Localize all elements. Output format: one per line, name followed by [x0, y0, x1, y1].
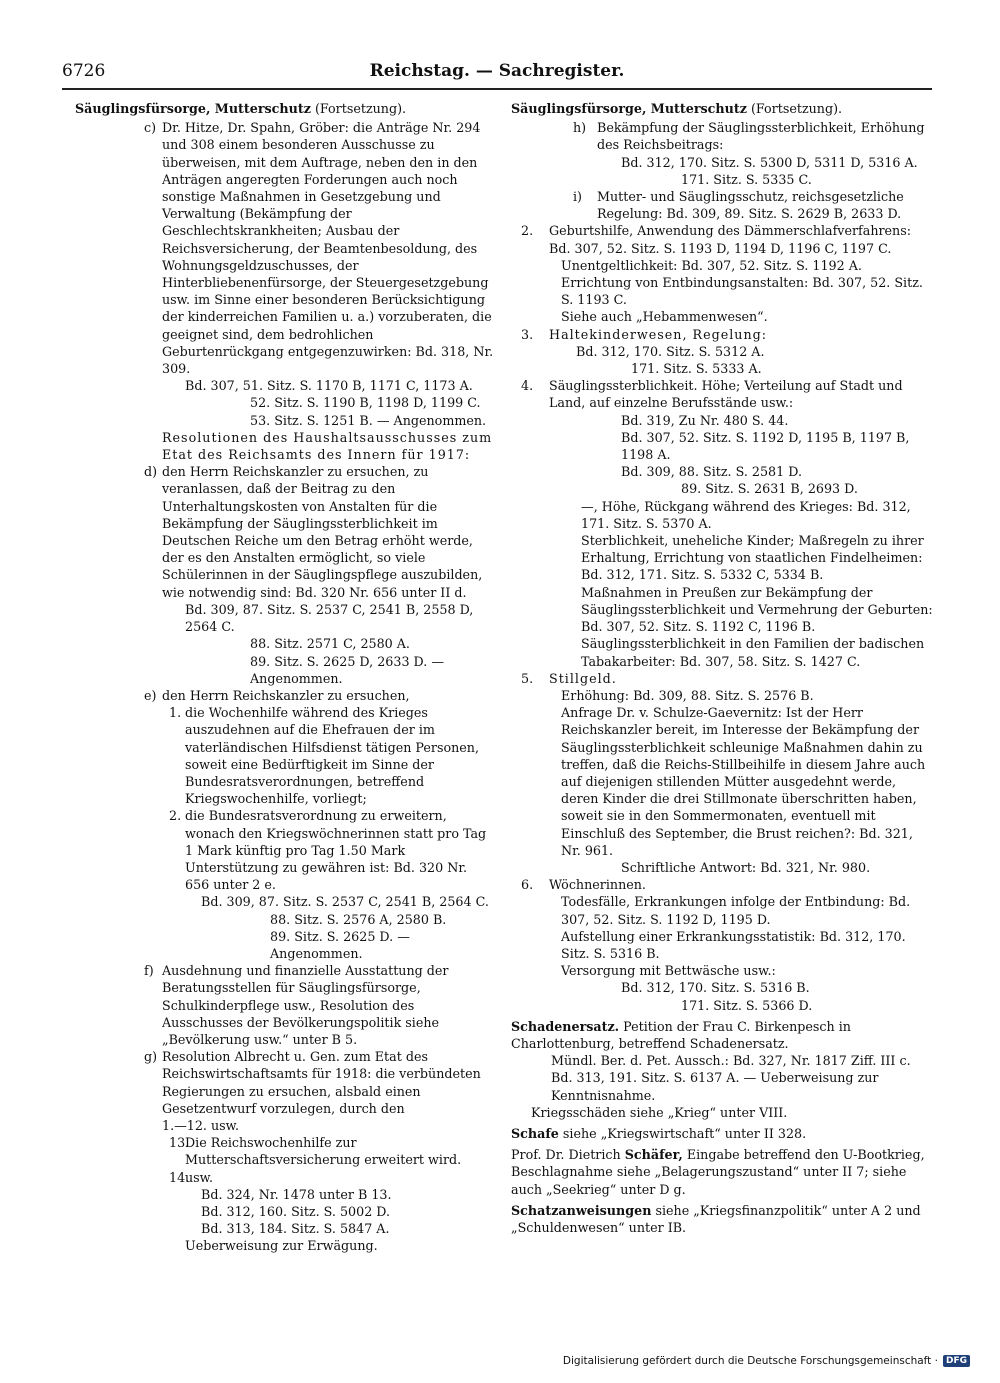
right-heading-continued: (Fortsetzung). — [750, 101, 843, 116]
entry-2-text: Geburtshilfe, Anwendung des Dämmerschlafverfahrens: Bd. 307, 52. Sitz. S. 1193 D, 1194 D, 1196 C, 1197 C. — [549, 223, 912, 256]
entry-h-text: Bekämpfung der Säuglingssterblichkeit, Erhöhung des Reichsbeitrags: — [597, 120, 925, 153]
entry-e — [75, 687, 495, 704]
page-header — [62, 59, 932, 85]
entry-4-ref4: 89. Sitz. S. 2631 B, 2693 D. — [681, 481, 858, 497]
entry-3-text: Haltekinderwesen, Regelung: — [549, 326, 768, 342]
entry-g-text: Resolution Albrecht u. Gen. zum Etat des Reichswirtschaftsamts für 1918: die verbündeten Regierungen zu ersuchen, alsbald einen Gesetzentwurf vorzulegen, durch den — [162, 1049, 481, 1116]
entry-g-ref2: Bd. 312, 160. Sitz. S. 5002 D. — [201, 1204, 391, 1219]
left-heading — [75, 100, 495, 117]
entry-g13 — [75, 1134, 495, 1168]
entry-e-text: den Herrn Reichskanzler zu ersuchen, — [162, 687, 410, 703]
entry-c-text: Dr. Hitze, Dr. Spahn, Gröber: die Anträge Nr. 294 und 308 einem besonderen Ausschusse zu überweisen, mit dem Auftrage, neben den in den Anträgen angeregten Forderungen auch noch sonstige Maßnahmen in Gesetzgebung und Verwaltung (Bekämpfung der Geschlechtskrankheiten; Ausbau der Reichsversicherung, der Beamtenbesoldung, des Wohnungsgeldzuschusses, der Hinterbliebenenfürsorge, der Steuergesetzgebung usw. im Sinne einer besonderen Berücksichtigung der kinderreichen Familien u. a.) vorzuberaten, die geeignet sind, dem bedrohlichen Geburtenrückgang entgegenzuwirken: Bd. 318, Nr. 309. — [162, 120, 494, 377]
right-column — [511, 100, 936, 1236]
schadenersatz-b: Bd. 313, 191. Sitz. S. 6137 A. — Ueberweisung zur Kenntnisnahme. — [551, 1070, 879, 1103]
schafe-desc: siehe „Kriegswirtschaft“ unter II 328. — [562, 1125, 807, 1141]
entry-c-ref1: Bd. 307, 51. Sitz. S. 1170 B, 1171 C, 1173 A. — [185, 378, 473, 394]
right-heading — [511, 100, 936, 117]
schadenersatz-desc: Petition der Frau C. Birkenpesch in Charlottenburg, betreffend Schadenersatz. — [511, 1018, 851, 1051]
entry-d-ref2: 88. Sitz. 2571 C, 2580 A. — [250, 636, 410, 652]
entry-e-ref2: 88. Sitz. S. 2576 A, 2580 B. — [270, 911, 447, 927]
left-column — [75, 100, 495, 1255]
entry-g14-label: 14. — [169, 1169, 190, 1185]
entry-e2 — [75, 807, 495, 893]
entry-e-label: e) — [144, 687, 157, 703]
entry-schaefer — [511, 1146, 936, 1198]
header-rule — [62, 88, 932, 90]
page-number: 6726 — [62, 61, 106, 81]
entry-2-a: Unentgeltlichkeit: Bd. 307, 52. Sitz. S. 1192 A. — [561, 257, 862, 273]
entry-g-range: 1.—12. usw. — [162, 1117, 240, 1133]
entry-c-ref3: 53. Sitz. S. 1251 B. — Angenommen. — [250, 412, 487, 428]
entry-2-label: 2. — [521, 223, 534, 239]
entry-c-label: c) — [144, 120, 157, 136]
schafe-text — [511, 1125, 936, 1142]
resolution-heading: Resolutionen des Haushaltsausschusses zum Etat des Reichsamts des Innern für 1917: — [162, 429, 493, 463]
entry-4-ref3: Bd. 309, 88. Sitz. S. 2581 D. — [621, 464, 802, 480]
entry-6-text: Wöchnerinnen. — [549, 877, 646, 893]
entry-i-label: i) — [573, 189, 583, 205]
entry-6-a: Todesfälle, Erkrankungen infolge der Entbindung: Bd. 307, 52. Sitz. S. 1192 D, 1195 D. — [561, 894, 911, 927]
entry-4-b: Sterblichkeit, uneheliche Kinder; Maßregeln zu ihrer Erhaltung, Errichtung von staatlichen Findelheimen: Bd. 312, 171. Sitz. S. 5332 C, 5334 B. — [581, 533, 924, 583]
entry-6-c: Versorgung mit Bettwäsche usw.: — [561, 963, 776, 979]
entry-4 — [511, 377, 936, 411]
entry-f-text: Ausdehnung und finanzielle Ausstattung der Beratungsstellen für Säuglingsfürsorge, Schulkinderpflege usw., Resolution des Ausschusses der Bevölkerungspolitik siehe „Bevölkerung usw.“ unter B 5. — [162, 963, 449, 1047]
entry-schafe — [511, 1125, 936, 1142]
entry-schatzanweisungen — [511, 1202, 936, 1236]
footer — [563, 1355, 970, 1367]
entry-5-text: Stillgeld. — [549, 670, 617, 686]
entry-f — [75, 962, 495, 1048]
schaefer-prefix: Prof. Dr. Dietrich — [511, 1147, 621, 1163]
schaefer-keyword: Schäfer, — [624, 1147, 683, 1163]
entry-f-label: f) — [144, 963, 154, 979]
entry-d-ref1: Bd. 309, 87. Sitz. S. 2537 C, 2541 B, 2558 D, 2564 C. — [185, 601, 474, 635]
entry-d — [75, 463, 495, 601]
schatz-keyword: Schatzanweisungen — [511, 1202, 652, 1218]
entry-4-c: Maßnahmen in Preußen zur Bekämpfung der Säuglingssterblichkeit und Vermehrung der Geburten: Bd. 307, 52. Sitz. S. 1192 C, 1196 B. — [581, 584, 933, 635]
entry-d-label: d) — [144, 464, 158, 480]
entry-h-ref2: 171. Sitz. S. 5335 C. — [681, 171, 812, 187]
schatz-desc: siehe „Kriegsfinanzpolitik“ unter A 2 und „Schuldenwesen“ unter IB. — [511, 1202, 921, 1235]
entry-g-label: g) — [144, 1049, 158, 1065]
left-heading-keyword: Säuglingsfürsorge, Mutterschutz — [75, 101, 311, 116]
entry-2-c: Siehe auch „Hebammenwesen“. — [561, 309, 768, 325]
entry-4-ref1: Bd. 319, Zu Nr. 480 S. 44. — [621, 412, 789, 428]
schadenersatz-keyword: Schadenersatz. — [511, 1018, 620, 1034]
entry-4-a: —, Höhe, Rückgang während des Krieges: Bd. 312, 171. Sitz. S. 5370 A. — [581, 498, 911, 531]
entry-4-d: Säuglingssterblichkeit in den Familien der badischen Tabakarbeiter: Bd. 307, 58. Sitz. S. 1427 C. — [581, 636, 925, 669]
entry-g-ref3: Bd. 313, 184. Sitz. S. 5847 A. — [201, 1221, 390, 1237]
entry-g13-label: 13. — [169, 1135, 190, 1151]
schadenersatz-a: Mündl. Ber. d. Pet. Aussch.: Bd. 327, Nr. 1817 Ziff. III c. — [551, 1053, 911, 1069]
entry-5-a: Erhöhung: Bd. 309, 88. Sitz. S. 2576 B. — [561, 687, 814, 703]
entry-5-b: Anfrage Dr. v. Schulze-Gaevernitz: Ist der Herr Reichskanzler bereit, im Interesse der Bekämpfung der Säuglingssterblichkeit schleunige Maßnahmen dahin zu treffen, daß die Reichs-Stillbeihilfe in diesem Jahre auch auf diejenigen stillenden Mütter ausgedehnt werde, deren Kinder die drei Stillmonate überschritten haben, soweit sie in den Sommermonaten, eventuell mit Einschluß des September, die Brust reichen?: Bd. 321, Nr. 961. — [561, 705, 926, 858]
dfg-logo: DFG — [943, 1355, 970, 1367]
entry-d-ref3: 89. Sitz. S. 2625 D, 2633 D. — Angenommen. — [250, 653, 445, 686]
entry-e-ref1: Bd. 309, 87. Sitz. S. 2537 C, 2541 B, 2564 C. — [201, 894, 489, 910]
entry-6-b: Aufstellung einer Erkrankungsstatistik: Bd. 312, 170. Sitz. S. 5316 B. — [561, 928, 906, 961]
schadenersatz-text — [511, 1018, 936, 1052]
entry-e-ref3: 89. Sitz. S. 2625 D. — Angenommen. — [270, 928, 410, 961]
entry-g-ref4: Ueberweisung zur Erwägung. — [185, 1238, 378, 1254]
entry-4-text: Säuglingssterblichkeit. Höhe; Verteilung auf Stadt und Land, auf einzelne Berufsstände usw.: — [549, 378, 903, 411]
footer-text: Digitalisierung gefördert durch die Deutsche Forschungsgemeinschaft · — [562, 1355, 938, 1367]
entry-i — [511, 188, 936, 222]
entry-e2-text: die Bundesratsverordnung zu erweitern, wonach den Kriegswöchnerinnen statt pro Tag 1 Mark künftig pro Tag 1.50 Mark Unterstützung zu gewähren ist: Bd. 320 Nr. 656 unter 2 e. — [185, 808, 487, 893]
entry-5 — [511, 670, 936, 687]
entry-4-ref2: Bd. 307, 52. Sitz. S. 1192 D, 1195 B, 1197 B, 1198 A. — [621, 429, 910, 463]
entry-4-label: 4. — [521, 378, 534, 394]
entry-6-label: 6. — [521, 877, 534, 893]
entry-5-label: 5. — [521, 670, 534, 686]
schatz-text — [511, 1202, 936, 1236]
entry-g14 — [75, 1169, 495, 1186]
entry-e1-text: die Wochenhilfe während des Krieges auszudehnen auf die Ehefrauen der im vaterländischen Hilfsdienst tätigen Personen, soweit eine Bedürftigkeit im Sinne der Bundesratsverordnungen, betreffend Kriegswochenhilfe, vorliegt; — [185, 705, 479, 807]
entry-g14-text: usw. — [185, 1169, 214, 1185]
entry-3-ref1: Bd. 312, 170. Sitz. S. 5312 A. — [576, 343, 765, 359]
entry-d-text: den Herrn Reichskanzler zu ersuchen, zu veranlassen, daß der Beitrag zu den Unterhaltungskosten von Anstalten für die Bekämpfung der Säuglingssterblichkeit im Deutschen Reiche um den Betrag erhöht werde, der es den Anstalten ermöglicht, so viele Schülerinnen in der Säuglingspflege auszubilden, wie notwendig sind: Bd. 320 Nr. 656 unter II d. — [162, 464, 483, 600]
entry-g13-text: Die Reichswochenhilfe zur Mutterschaftsversicherung erweitert wird. — [185, 1135, 462, 1168]
schaefer-desc: Eingabe betreffend den U-Bootkrieg, Beschlagnahme siehe „Belagerungszustand“ unter II 7; siehe auch „Seekrieg“ unter D g. — [511, 1147, 925, 1197]
page-title: Reichstag. — Sachregister. — [369, 61, 625, 81]
entry-5-c: Schriftliche Antwort: Bd. 321, Nr. 980. — [621, 859, 871, 875]
entry-3-label: 3. — [521, 326, 534, 342]
entry-c — [75, 119, 495, 377]
entry-2-b: Errichtung von Entbindungsanstalten: Bd. 307, 52. Sitz. S. 1193 C. — [561, 275, 923, 308]
right-heading-keyword: Säuglingsfürsorge, Mutterschutz — [511, 101, 747, 116]
entry-3 — [511, 326, 936, 343]
entry-g-ref1: Bd. 324, Nr. 1478 unter B 13. — [201, 1186, 392, 1202]
entry-g — [75, 1048, 495, 1117]
entry-h — [511, 119, 936, 153]
left-heading-continued: (Fortsetzung). — [314, 101, 407, 116]
entry-e2-label: 2. — [169, 808, 182, 824]
entry-e1 — [75, 704, 495, 807]
entry-schadenersatz — [511, 1018, 936, 1121]
entry-c-ref2: 52. Sitz. S. 1190 B, 1198 D, 1199 C. — [250, 395, 481, 411]
entry-e1-label: 1. — [169, 705, 182, 721]
schadenersatz-c: Kriegsschäden siehe „Krieg“ unter VIII. — [531, 1104, 788, 1120]
entry-h-label: h) — [573, 120, 587, 136]
schafe-keyword: Schafe — [511, 1125, 559, 1141]
schaefer-text — [511, 1146, 936, 1198]
entry-6-ref2: 171. Sitz. S. 5366 D. — [681, 997, 813, 1013]
entry-2 — [511, 222, 936, 256]
entry-3-ref2: 171. Sitz. S. 5333 A. — [631, 361, 762, 377]
entry-6 — [511, 876, 936, 893]
entry-h-ref1: Bd. 312, 170. Sitz. S. 5300 D, 5311 D, 5316 A. — [621, 154, 918, 170]
entry-6-ref1: Bd. 312, 170. Sitz. S. 5316 B. — [621, 980, 810, 996]
entry-i-text: Mutter- und Säuglingsschutz, reichsgesetzliche Regelung: Bd. 309, 89. Sitz. S. 2629 B, 2633 D. — [597, 189, 904, 222]
